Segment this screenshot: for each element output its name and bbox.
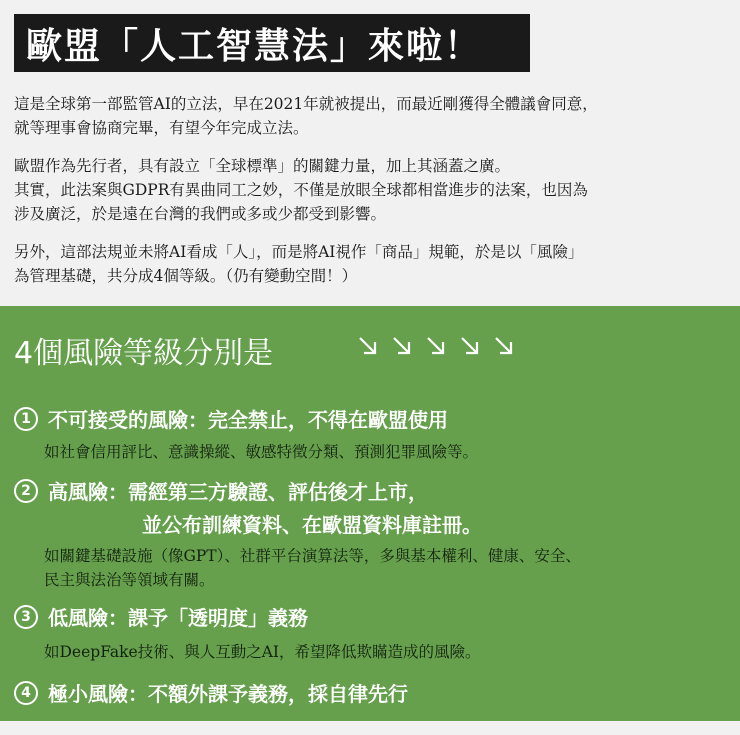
intro-p1-line2: 就等理事會協商完畢，有望今年完成立法。	[14, 119, 309, 137]
bottom-strip	[0, 721, 740, 735]
risk-levels-heading: 4個風險等級分別是	[14, 336, 274, 371]
risk-level-2-title	[14, 476, 428, 505]
intro-paragraph-3	[14, 240, 726, 288]
intro-p1-line1: 這是全球第一部監管AI的立法，早在2021年就被提出，而最近剛獲得全體議會同意，	[14, 95, 598, 113]
level-number-badge: 1	[14, 407, 38, 431]
level-number-badge: 3	[14, 605, 38, 629]
intro-p3-line2: 為管理基礎，共分成4個等級。（仍有變動空間！）	[14, 267, 358, 285]
intro-paragraph-2	[14, 154, 726, 226]
arrow-row	[356, 334, 516, 358]
down-right-arrow-icon	[424, 334, 448, 358]
risk-level-1-title-text: 不可接受的風險：完全禁止，不得在歐盟使用	[48, 408, 448, 432]
risk-level-2-title-text: 高風險：需經第三方驗證、評估後才上市，	[48, 480, 428, 504]
risk-level-2-description	[44, 544, 724, 592]
risk-level-1-description	[44, 440, 724, 464]
down-right-arrow-icon	[458, 334, 482, 358]
intro-p3-line1: 另外，這部法規並未將AI看成「人」，而是將AI視作「商品」規範，於是以「風險」	[14, 243, 584, 261]
down-right-arrow-icon	[356, 334, 380, 358]
risk-level-3-title-text: 低風險：課予「透明度」義務	[48, 606, 308, 630]
intro-p2-line3: 涉及廣泛，於是遠在台灣的我們或多或少都受到影響。	[14, 205, 387, 223]
down-right-arrow-icon	[492, 334, 516, 358]
risk-level-4-title-text: 極小風險：不額外課予義務，採自律先行	[48, 682, 408, 706]
title-banner	[14, 14, 530, 72]
down-right-arrow-icon	[390, 334, 414, 358]
intro-paragraph-1	[14, 92, 726, 140]
level-number-badge: 2	[14, 479, 38, 503]
risk-level-2-desc-line2: 民主與法治等領域有關。	[44, 571, 215, 589]
risk-level-3-title	[14, 602, 308, 631]
level-number-badge: 4	[14, 681, 38, 705]
risk-level-1-desc-line1: 如社會信用評比、意識操縱、敏感特徵分類、預測犯罪風險等。	[44, 443, 479, 461]
risk-level-4-title	[14, 678, 408, 707]
intro-p2-line1: 歐盟作為先行者，具有設立「全球標準」的關鍵力量，加上其涵蓋之廣。	[14, 157, 511, 175]
risk-level-2-desc-line1: 如關鍵基礎設施（像GPT）、社群平台演算法等，多與基本權利、健康、安全、	[44, 547, 581, 565]
intro-p2-line2: 其實，此法案與GDPR有異曲同工之妙，不僅是放眼全球都相當進步的法案，也因為	[14, 181, 588, 199]
risk-level-2-title-continuation: 並公布訓練資料、在歐盟資料庫註冊。	[142, 513, 482, 537]
risk-level-3-description	[44, 640, 724, 664]
risk-level-3-desc-line1: 如DeepFake技術、與人互動之AI，希望降低欺瞞造成的風險。	[44, 643, 481, 661]
intro-text	[14, 92, 726, 302]
page-title: 歐盟「人工智慧法」來啦！	[26, 25, 483, 67]
risk-level-1-title	[14, 404, 448, 433]
risk-levels-panel	[0, 306, 740, 721]
